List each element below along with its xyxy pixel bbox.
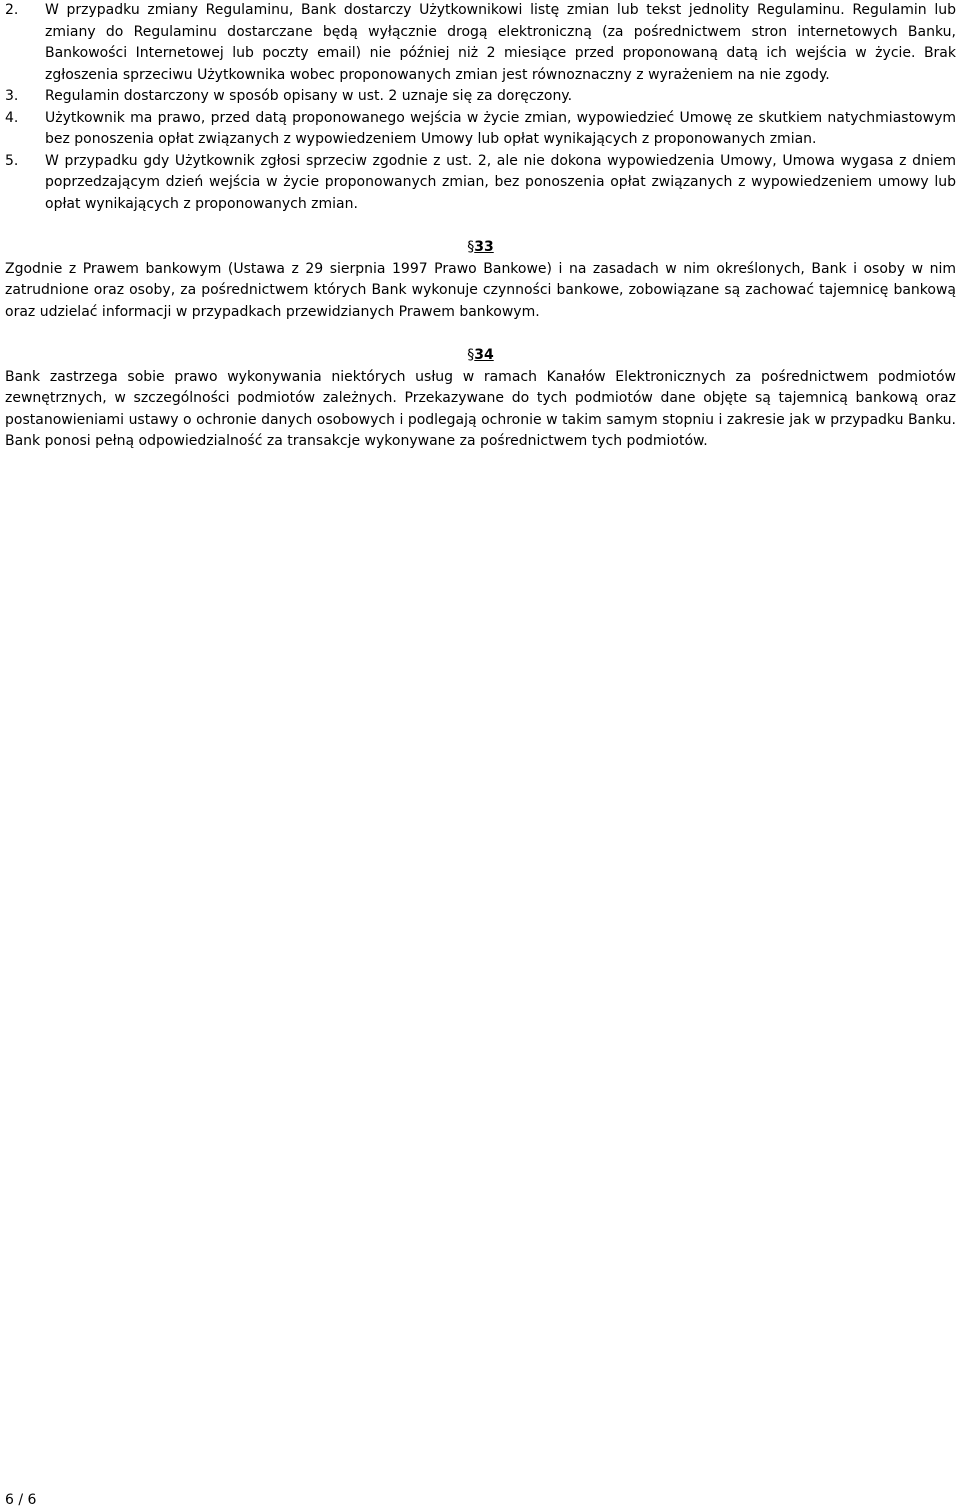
list-item xyxy=(5,86,956,108)
list-item xyxy=(5,0,956,86)
section-33 xyxy=(5,237,956,323)
list-item-text: Regulamin dostarczony w sposób opisany w ust. 2 uznaje się za doręczony. xyxy=(45,88,573,104)
list-item-number: 2. xyxy=(5,2,19,18)
section-body: Bank zastrzega sobie prawo wykonywania niektórych usług w ramach Kanałów Elektronicznych za pośrednictwem podmiotów zewnętrznych, w szczególności podmiotów zależnych. Przekazywane do tych podmiotów dane objęte są tajemnicą bankową oraz postanowieniami ustawy o ochronie danych osobowych i podlegają ochronie w takim samym stopniu i zakresie jak w przypadku Banku. Bank ponosi pełną odpowiedzialność za transakcje wykonywane za pośrednictwem tych podmiotów. xyxy=(5,368,956,449)
section-number: 34 xyxy=(474,347,494,363)
list-item-number: 4. xyxy=(5,109,19,126)
list-item xyxy=(5,108,956,151)
list-item xyxy=(5,151,956,216)
section-symbol: § xyxy=(467,239,475,255)
section-heading xyxy=(5,345,956,367)
section-number: 33 xyxy=(474,239,494,255)
section-body: Zgodnie z Prawem bankowym (Ustawa z 29 sierpnia 1997 Prawo Bankowe) i na zasadach w nim określonych, Bank i osoby w nim zatrudnione oraz osoby, za pośrednictwem których Bank wykonuje czynności bankowe, zobowiązane są zachować tajemnicę bankową oraz udzielać informacji w przypadkach przewidzianych Prawem bankowym. xyxy=(5,260,956,320)
list-item-text: Użytkownik ma prawo, przed datą proponowanego wejścia w życie zmian, wypowiedzieć Umowę ze skutkiem natychmiastowym bez ponoszenia opłat związanych z wypowiedzeniem Umowy lub opłat wynikających z proponowanych zmian. xyxy=(45,109,956,147)
section-heading xyxy=(5,237,956,259)
document-page xyxy=(5,0,956,453)
page-number: 6 / 6 xyxy=(5,1492,37,1508)
section-34 xyxy=(5,345,956,453)
list-item-number: 5. xyxy=(5,152,19,169)
section-symbol: § xyxy=(467,347,475,363)
list-item-text: W przypadku gdy Użytkownik zgłosi sprzeciw zgodnie z ust. 2, ale nie dokona wypowiedzenia Umowy, Umowa wygasa z dniem poprzedzającym dzień wejścia w życie proponowanych zmian, bez ponoszenia opłat związanych z wypowiedzeniem umowy lub opłat wynikających z proponowanych zmian. xyxy=(45,152,956,212)
regulation-list xyxy=(5,0,956,215)
list-item-text: W przypadku zmiany Regulaminu, Bank dostarczy Użytkownikowi listę zmian lub tekst jednolity Regulaminu. Regulamin lub zmiany do Regulaminu dostarczane będą wyłącznie drogą elektroniczną (za pośrednictwem stron internetowych Banku, Bankowości Internetowej lub poczty email) nie później niż 2 miesiące przed proponowaną datą ich wejścia w życie. Brak zgłoszenia sprzeciwu Użytkownika wobec proponowanych zmian jest równoznaczny z wyrażeniem na nie zgody. xyxy=(45,2,956,83)
list-item-number: 3. xyxy=(5,88,19,104)
